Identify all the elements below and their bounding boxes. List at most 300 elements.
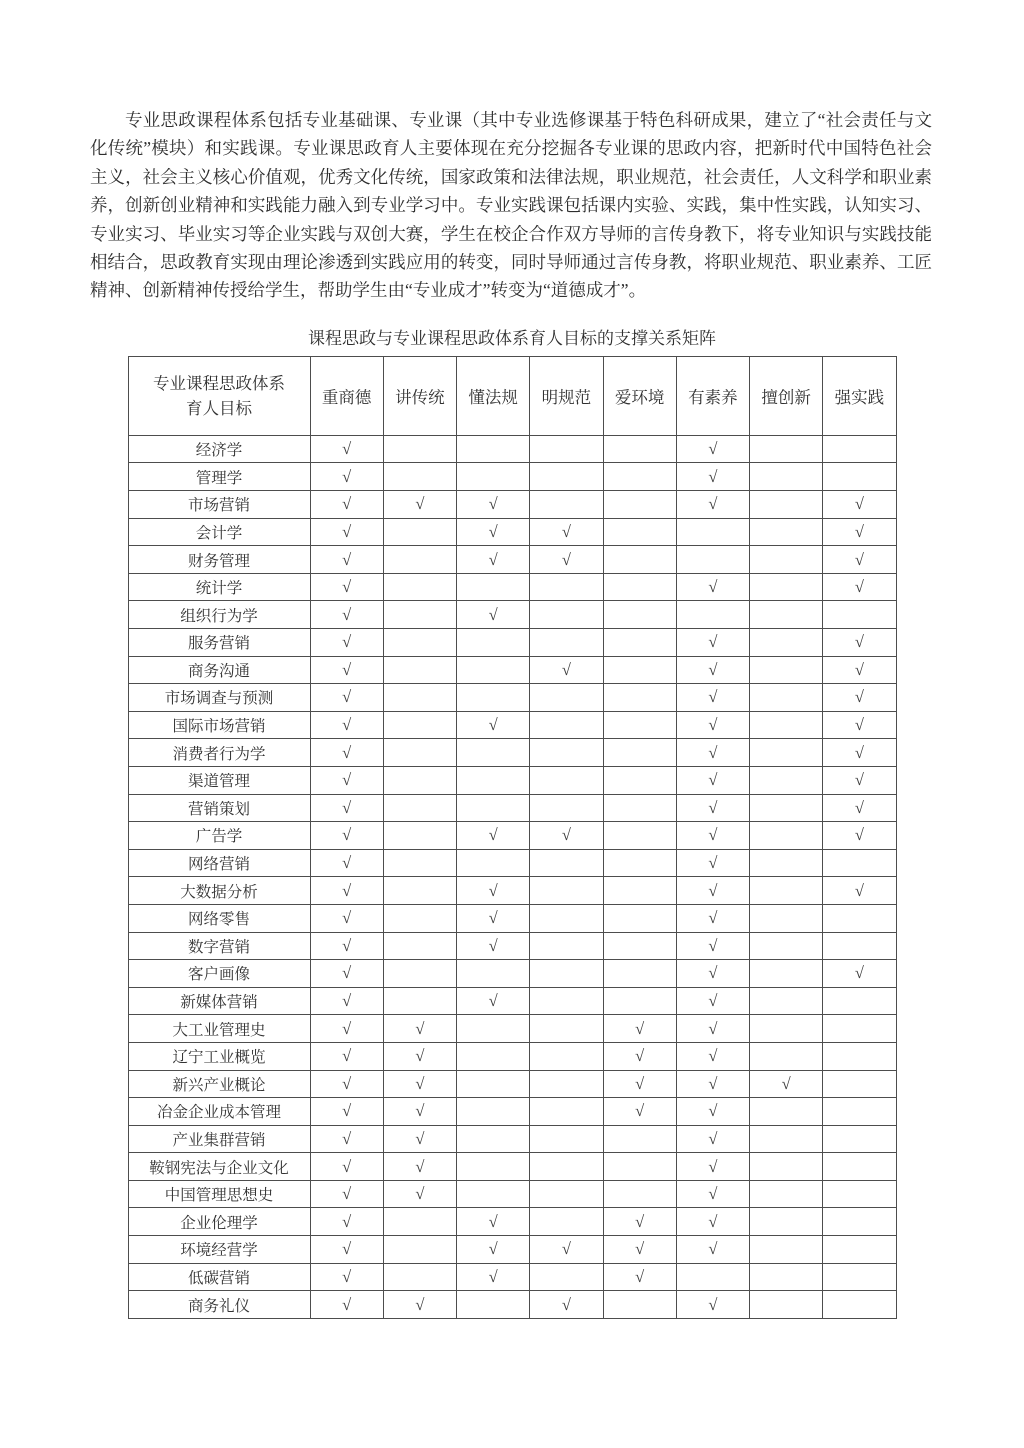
empty-cell	[383, 849, 456, 877]
empty-cell	[530, 1153, 603, 1181]
empty-cell	[603, 932, 676, 960]
table-row	[128, 711, 896, 739]
empty-cell	[383, 1263, 456, 1291]
empty-cell	[823, 1015, 896, 1043]
checkmark-cell: √	[676, 932, 749, 960]
table-row	[128, 1070, 896, 1098]
checkmark-cell: √	[530, 1291, 603, 1319]
checkmark-cell: √	[676, 1015, 749, 1043]
empty-cell	[603, 601, 676, 629]
empty-cell	[383, 877, 456, 905]
checkmark-cell: √	[603, 1070, 676, 1098]
table-row	[128, 877, 896, 905]
empty-cell	[457, 849, 530, 877]
table-row	[128, 1153, 896, 1181]
header-row	[128, 356, 896, 435]
column-header-goal-4: 明规范	[530, 356, 603, 435]
empty-cell	[603, 877, 676, 905]
checkmark-cell: √	[823, 656, 896, 684]
empty-cell	[457, 435, 530, 463]
table-header	[128, 356, 896, 435]
course-name: 新媒体营销	[128, 987, 310, 1015]
empty-cell	[530, 877, 603, 905]
empty-cell	[750, 573, 823, 601]
checkmark-cell: √	[823, 491, 896, 519]
checkmark-cell: √	[310, 932, 383, 960]
empty-cell	[603, 629, 676, 657]
checkmark-cell: √	[457, 904, 530, 932]
checkmark-cell: √	[603, 1098, 676, 1126]
empty-cell	[457, 629, 530, 657]
table-row	[128, 1236, 896, 1264]
empty-cell	[383, 601, 456, 629]
table-row	[128, 766, 896, 794]
empty-cell	[383, 794, 456, 822]
empty-cell	[383, 932, 456, 960]
empty-cell	[823, 1098, 896, 1126]
checkmark-cell: √	[750, 1070, 823, 1098]
empty-cell	[750, 822, 823, 850]
empty-cell	[823, 1263, 896, 1291]
column-header-goal-5: 爱环境	[603, 356, 676, 435]
empty-cell	[603, 904, 676, 932]
course-name: 产业集群营销	[128, 1125, 310, 1153]
empty-cell	[750, 601, 823, 629]
empty-cell	[823, 1180, 896, 1208]
empty-cell	[457, 573, 530, 601]
empty-cell	[603, 518, 676, 546]
empty-cell	[676, 1263, 749, 1291]
checkmark-cell: √	[676, 1208, 749, 1236]
checkmark-cell: √	[310, 1180, 383, 1208]
empty-cell	[603, 1180, 676, 1208]
checkmark-cell: √	[310, 546, 383, 574]
table-row	[128, 491, 896, 519]
table-row	[128, 1180, 896, 1208]
checkmark-cell: √	[310, 1015, 383, 1043]
table-row	[128, 1208, 896, 1236]
empty-cell	[750, 1236, 823, 1264]
course-name: 市场调查与预测	[128, 684, 310, 712]
empty-cell	[823, 1236, 896, 1264]
table-row	[128, 1263, 896, 1291]
empty-cell	[457, 463, 530, 491]
checkmark-cell: √	[676, 684, 749, 712]
course-name: 商务礼仪	[128, 1291, 310, 1319]
checkmark-cell: √	[676, 656, 749, 684]
empty-cell	[530, 1098, 603, 1126]
checkmark-cell: √	[676, 1153, 749, 1181]
empty-cell	[750, 684, 823, 712]
intro-paragraph: 专业思政课程体系包括专业基础课、专业课（其中专业选修课基于特色科研成果，建立了“社会责任与文化传统”模块）和实践课。专业课思政育人主要体现在充分挖掘各专业课的思政内容，把新时代中国特色社会主义，社会主义核心价值观，优秀文化传统，国家政策和法律法规，职业规范，社会责任，人文科学和职业素养，创新创业精神和实践能力融入到专业学习中。专业实践课包括课内实验、实践，集中性实践，认知实习、专业实习、毕业实习等企业实践与双创大赛，学生在校企合作双方导师的言传身教下，将专业知识与实践技能相结合，思政教育实现由理论渗透到实践应用的转变，同时导师通过言传身教，将职业规范、职业素养、工匠精神、创新精神传授给学生，帮助学生由“专业成才”转变为“道德成才”。	[90, 110, 932, 301]
empty-cell	[603, 1153, 676, 1181]
checkmark-cell: √	[457, 1236, 530, 1264]
checkmark-cell: √	[676, 435, 749, 463]
empty-cell	[750, 1180, 823, 1208]
course-name: 商务沟通	[128, 656, 310, 684]
empty-cell	[676, 546, 749, 574]
checkmark-cell: √	[310, 629, 383, 657]
checkmark-cell: √	[457, 1263, 530, 1291]
checkmark-cell: √	[310, 518, 383, 546]
empty-cell	[530, 794, 603, 822]
empty-cell	[750, 904, 823, 932]
course-name: 管理学	[128, 463, 310, 491]
corner-header-line1: 专业课程思政体系	[153, 373, 285, 393]
checkmark-cell: √	[457, 491, 530, 519]
empty-cell	[530, 629, 603, 657]
empty-cell	[383, 822, 456, 850]
checkmark-cell: √	[676, 463, 749, 491]
checkmark-cell: √	[676, 739, 749, 767]
course-name: 企业伦理学	[128, 1208, 310, 1236]
empty-cell	[530, 573, 603, 601]
empty-cell	[676, 518, 749, 546]
checkmark-cell: √	[310, 739, 383, 767]
empty-cell	[750, 711, 823, 739]
checkmark-cell: √	[310, 491, 383, 519]
empty-cell	[383, 656, 456, 684]
empty-cell	[750, 629, 823, 657]
empty-cell	[383, 546, 456, 574]
empty-cell	[603, 711, 676, 739]
empty-cell	[530, 849, 603, 877]
empty-cell	[457, 684, 530, 712]
empty-cell	[530, 1263, 603, 1291]
checkmark-cell: √	[457, 932, 530, 960]
empty-cell	[750, 1125, 823, 1153]
checkmark-cell: √	[823, 711, 896, 739]
checkmark-cell: √	[530, 822, 603, 850]
table-row	[128, 1125, 896, 1153]
checkmark-cell: √	[383, 1098, 456, 1126]
table-row	[128, 739, 896, 767]
table-row	[128, 932, 896, 960]
empty-cell	[823, 849, 896, 877]
table-row	[128, 656, 896, 684]
checkmark-cell: √	[457, 877, 530, 905]
empty-cell	[530, 987, 603, 1015]
checkmark-cell: √	[457, 987, 530, 1015]
empty-cell	[457, 766, 530, 794]
table-row	[128, 601, 896, 629]
table-row	[128, 1098, 896, 1126]
table-row	[128, 987, 896, 1015]
empty-cell	[530, 1208, 603, 1236]
column-header-goal-6: 有素养	[676, 356, 749, 435]
checkmark-cell: √	[310, 877, 383, 905]
checkmark-cell: √	[530, 656, 603, 684]
empty-cell	[603, 794, 676, 822]
table-row	[128, 1042, 896, 1070]
course-name: 渠道管理	[128, 766, 310, 794]
table-row	[128, 629, 896, 657]
empty-cell	[823, 463, 896, 491]
checkmark-cell: √	[530, 1236, 603, 1264]
table-title: 课程思政与专业课程思政体系育人目标的支撑关系矩阵	[308, 328, 716, 348]
empty-cell	[750, 794, 823, 822]
course-name: 会计学	[128, 518, 310, 546]
empty-cell	[383, 684, 456, 712]
checkmark-cell: √	[457, 1208, 530, 1236]
checkmark-cell: √	[676, 1098, 749, 1126]
empty-cell	[383, 904, 456, 932]
empty-cell	[530, 1070, 603, 1098]
checkmark-cell: √	[310, 1070, 383, 1098]
support-matrix-table	[128, 356, 897, 1319]
empty-cell	[750, 1015, 823, 1043]
empty-cell	[823, 1042, 896, 1070]
checkmark-cell: √	[310, 463, 383, 491]
course-name: 网络营销	[128, 849, 310, 877]
course-name: 环境经营学	[128, 1236, 310, 1264]
table-row	[128, 518, 896, 546]
empty-cell	[750, 518, 823, 546]
checkmark-cell: √	[310, 1098, 383, 1126]
empty-cell	[603, 463, 676, 491]
course-name: 鞍钢宪法与企业文化	[128, 1153, 310, 1181]
checkmark-cell: √	[676, 1180, 749, 1208]
checkmark-cell: √	[310, 960, 383, 988]
checkmark-cell: √	[310, 849, 383, 877]
checkmark-cell: √	[603, 1236, 676, 1264]
checkmark-cell: √	[676, 1125, 749, 1153]
empty-cell	[457, 794, 530, 822]
empty-cell	[676, 601, 749, 629]
checkmark-cell: √	[310, 822, 383, 850]
column-header-goal-7: 擅创新	[750, 356, 823, 435]
empty-cell	[383, 573, 456, 601]
checkmark-cell: √	[603, 1208, 676, 1236]
checkmark-cell: √	[823, 546, 896, 574]
table-row	[128, 1015, 896, 1043]
checkmark-cell: √	[310, 904, 383, 932]
checkmark-cell: √	[676, 960, 749, 988]
empty-cell	[823, 435, 896, 463]
empty-cell	[457, 960, 530, 988]
checkmark-cell: √	[530, 546, 603, 574]
checkmark-cell: √	[676, 573, 749, 601]
empty-cell	[383, 739, 456, 767]
table-row	[128, 960, 896, 988]
course-name: 辽宁工业概览	[128, 1042, 310, 1070]
empty-cell	[530, 601, 603, 629]
checkmark-cell: √	[823, 684, 896, 712]
empty-cell	[823, 1070, 896, 1098]
empty-cell	[603, 546, 676, 574]
empty-cell	[530, 684, 603, 712]
empty-cell	[530, 435, 603, 463]
course-name: 营销策划	[128, 794, 310, 822]
checkmark-cell: √	[823, 960, 896, 988]
empty-cell	[457, 1153, 530, 1181]
checkmark-cell: √	[823, 573, 896, 601]
empty-cell	[530, 739, 603, 767]
checkmark-cell: √	[310, 684, 383, 712]
empty-cell	[823, 904, 896, 932]
table-row	[128, 463, 896, 491]
checkmark-cell: √	[676, 491, 749, 519]
course-name: 广告学	[128, 822, 310, 850]
empty-cell	[750, 1098, 823, 1126]
table-row	[128, 573, 896, 601]
checkmark-cell: √	[383, 1180, 456, 1208]
empty-cell	[823, 1291, 896, 1319]
checkmark-cell: √	[310, 1236, 383, 1264]
empty-cell	[530, 1180, 603, 1208]
checkmark-cell: √	[823, 794, 896, 822]
empty-cell	[750, 766, 823, 794]
checkmark-cell: √	[823, 766, 896, 794]
empty-cell	[530, 932, 603, 960]
checkmark-cell: √	[676, 877, 749, 905]
checkmark-cell: √	[310, 1263, 383, 1291]
empty-cell	[603, 491, 676, 519]
empty-cell	[750, 932, 823, 960]
empty-cell	[750, 1153, 823, 1181]
checkmark-cell: √	[603, 1042, 676, 1070]
empty-cell	[530, 766, 603, 794]
checkmark-cell: √	[310, 1125, 383, 1153]
course-name: 大工业管理史	[128, 1015, 310, 1043]
empty-cell	[750, 877, 823, 905]
empty-cell	[750, 987, 823, 1015]
course-name: 中国管理思想史	[128, 1180, 310, 1208]
empty-cell	[750, 491, 823, 519]
course-name: 财务管理	[128, 546, 310, 574]
checkmark-cell: √	[457, 711, 530, 739]
checkmark-cell: √	[383, 1042, 456, 1070]
empty-cell	[750, 849, 823, 877]
checkmark-cell: √	[823, 877, 896, 905]
empty-cell	[457, 1125, 530, 1153]
table-row	[128, 546, 896, 574]
empty-cell	[750, 463, 823, 491]
empty-cell	[603, 739, 676, 767]
empty-cell	[603, 1125, 676, 1153]
checkmark-cell: √	[823, 518, 896, 546]
empty-cell	[750, 1291, 823, 1319]
empty-cell	[823, 932, 896, 960]
checkmark-cell: √	[676, 1042, 749, 1070]
empty-cell	[530, 960, 603, 988]
empty-cell	[750, 1208, 823, 1236]
table-row	[128, 904, 896, 932]
empty-cell	[457, 1180, 530, 1208]
checkmark-cell: √	[310, 766, 383, 794]
course-name: 统计学	[128, 573, 310, 601]
course-name: 服务营销	[128, 629, 310, 657]
empty-cell	[750, 435, 823, 463]
empty-cell	[603, 435, 676, 463]
empty-cell	[457, 1070, 530, 1098]
empty-cell	[383, 629, 456, 657]
course-name: 市场营销	[128, 491, 310, 519]
empty-cell	[457, 1098, 530, 1126]
table-body	[128, 435, 896, 1318]
empty-cell	[823, 987, 896, 1015]
empty-cell	[750, 960, 823, 988]
empty-cell	[603, 960, 676, 988]
empty-cell	[603, 684, 676, 712]
checkmark-cell: √	[676, 987, 749, 1015]
checkmark-cell: √	[383, 491, 456, 519]
checkmark-cell: √	[676, 1291, 749, 1319]
course-name: 消费者行为学	[128, 739, 310, 767]
checkmark-cell: √	[676, 849, 749, 877]
checkmark-cell: √	[457, 518, 530, 546]
empty-cell	[530, 1125, 603, 1153]
corner-header-line2: 育人目标	[186, 398, 252, 418]
checkmark-cell: √	[310, 987, 383, 1015]
empty-cell	[383, 463, 456, 491]
table-row	[128, 1291, 896, 1319]
empty-cell	[457, 1015, 530, 1043]
table-row	[128, 684, 896, 712]
empty-cell	[750, 546, 823, 574]
corner-header	[128, 356, 310, 435]
checkmark-cell: √	[310, 435, 383, 463]
checkmark-cell: √	[823, 739, 896, 767]
empty-cell	[383, 766, 456, 794]
checkmark-cell: √	[676, 794, 749, 822]
empty-cell	[603, 766, 676, 794]
empty-cell	[823, 1153, 896, 1181]
checkmark-cell: √	[310, 1042, 383, 1070]
checkmark-cell: √	[383, 1070, 456, 1098]
empty-cell	[457, 1291, 530, 1319]
column-header-goal-3: 懂法规	[457, 356, 530, 435]
empty-cell	[823, 601, 896, 629]
empty-cell	[383, 711, 456, 739]
checkmark-cell: √	[457, 546, 530, 574]
empty-cell	[457, 656, 530, 684]
course-name: 国际市场营销	[128, 711, 310, 739]
empty-cell	[750, 1042, 823, 1070]
table-row	[128, 435, 896, 463]
checkmark-cell: √	[530, 518, 603, 546]
empty-cell	[383, 1208, 456, 1236]
column-header-goal-8: 强实践	[823, 356, 896, 435]
empty-cell	[823, 1125, 896, 1153]
empty-cell	[530, 1015, 603, 1043]
checkmark-cell: √	[310, 656, 383, 684]
empty-cell	[530, 904, 603, 932]
checkmark-cell: √	[383, 1291, 456, 1319]
empty-cell	[383, 960, 456, 988]
course-name: 组织行为学	[128, 601, 310, 629]
checkmark-cell: √	[676, 904, 749, 932]
checkmark-cell: √	[676, 822, 749, 850]
empty-cell	[823, 1208, 896, 1236]
table-row	[128, 822, 896, 850]
column-header-goal-2: 讲传统	[383, 356, 456, 435]
checkmark-cell: √	[310, 711, 383, 739]
empty-cell	[603, 987, 676, 1015]
table-row	[128, 794, 896, 822]
empty-cell	[383, 987, 456, 1015]
checkmark-cell: √	[383, 1015, 456, 1043]
course-name: 数字营销	[128, 932, 310, 960]
course-name: 新兴产业概论	[128, 1070, 310, 1098]
checkmark-cell: √	[823, 822, 896, 850]
empty-cell	[603, 822, 676, 850]
checkmark-cell: √	[823, 629, 896, 657]
empty-cell	[603, 573, 676, 601]
empty-cell	[530, 1042, 603, 1070]
empty-cell	[530, 491, 603, 519]
empty-cell	[603, 849, 676, 877]
